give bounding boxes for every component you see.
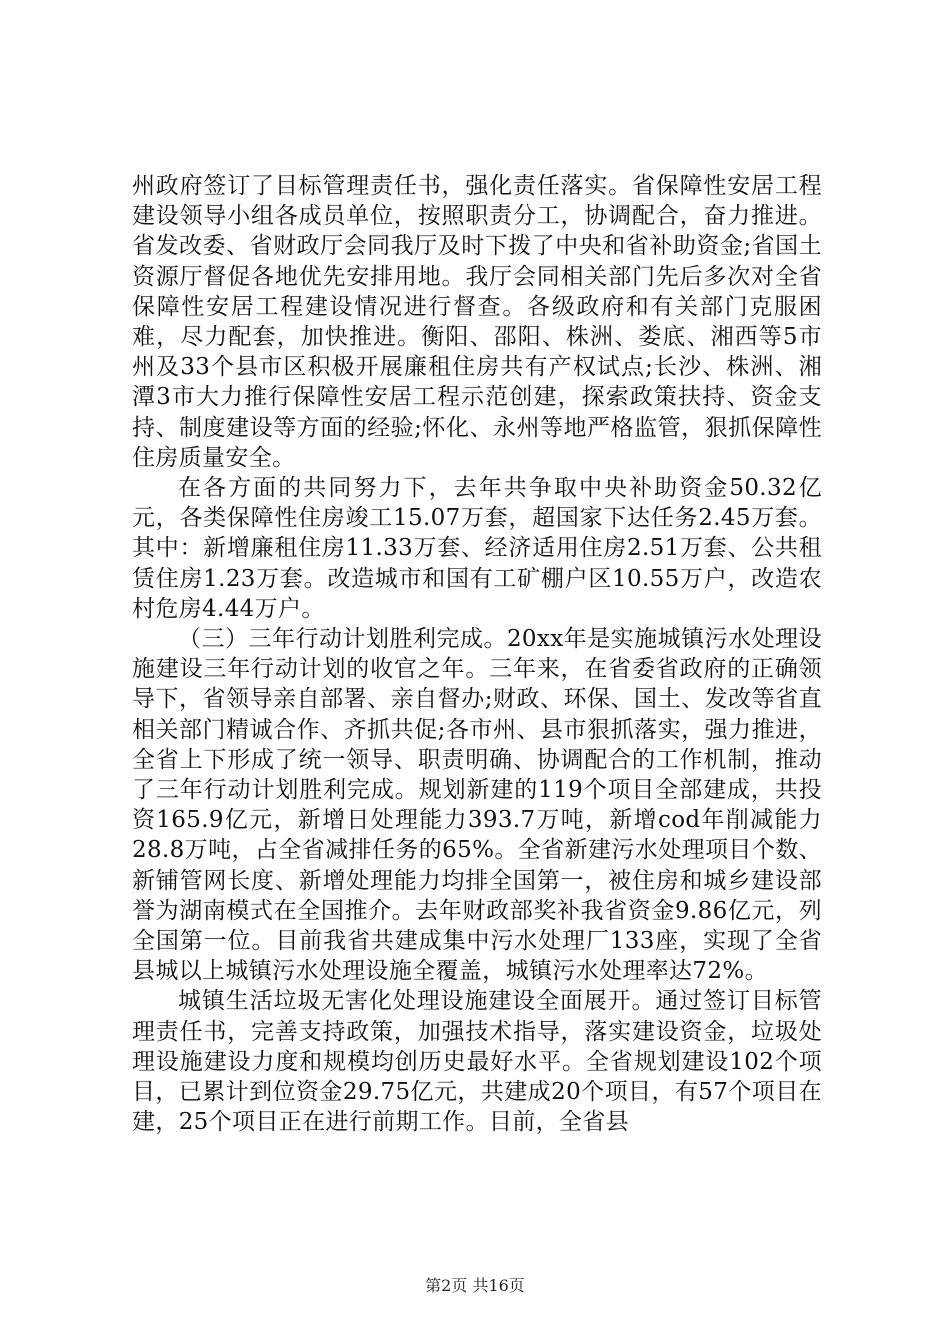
page-footer: 第2页 共16页 xyxy=(425,1276,525,1295)
paragraph-2: 在各方面的共同努力下，去年共争取中央补助资金50.32亿元，各类保障性住房竣工15.07万套，超国家下达任务2.45万套。其中：新增廉租住房11.33万套、经济适用住房2.51万套、公共租赁住房1.23万套。改造城市和国有工矿棚户区10.55万户，改造农村危房4.44万户。 xyxy=(132,475,822,622)
paragraph-1: 州政府签订了目标管理责任书，强化责任落实。省保障性安居工程建设领导小组各成员单位，按照职责分工，协调配合，奋力推进。省发改委、省财政厅会同我厅及时下拨了中央和省补助资金;省国土资源厅督促各地优先安排用地。我厅会同相关部门先后多次对全省保障性安居工程建设情况进行督查。各级政府和有关部门克服困难，尽力配套，加快推进。衡阳、邵阳、株洲、娄底、湘西等5市州及33个县市区积极开展廉租住房共有产权试点;长沙、株洲、湘潭3市大力推行保障性安居工程示范创建，探索政策扶持、资金支持、制度建设等方面的经验;怀化、永州等地严格监管，狠抓保障性住房质量安全。 xyxy=(132,173,822,471)
paragraph-3: （三）三年行动计划胜利完成。20xx年是实施城镇污水处理设施建设三年行动计划的收官之年。三年来，在省委省政府的正确领导下，省领导亲自部署、亲自督办;财政、环保、国土、发改等省直相关部门精诚合作、齐抓共促;各市州、县市狠抓落实，强力推进，全省上下形成了统一领导、职责明确、协调配合的工作机制，推动了三年行动计划胜利完成。规划新建的119个项目全部建成，共投资165.9亿元，新增日处理能力393.7万吨，新增cod年削减能力28.8万吨，占全省减排任务的65%。全省新建污水处理项目个数、新铺管网长度、新增处理能力均排全国第一，被住房和城乡建设部誉为湖南模式在全国推介。去年财政部奖补我省资金9.86亿元，列全国第一位。目前我省共建成集中污水处理厂133座，实现了全省县城以上城镇污水处理设施全覆盖，城镇污水处理率达72%。 xyxy=(132,626,822,985)
document-body xyxy=(132,171,822,1138)
paragraph-4: 城镇生活垃圾无害化处理设施建设全面展开。通过签订目标管理责任书，完善支持政策，加强技术指导，落实建设资金，垃圾处理设施建设力度和规模均创历史最好水平。全省规划建设102个项目，已累计到位资金29.75亿元，共建成20个项目，有57个项目在建，25个项目正在进行前期工作。目前，全省县 xyxy=(132,988,822,1136)
